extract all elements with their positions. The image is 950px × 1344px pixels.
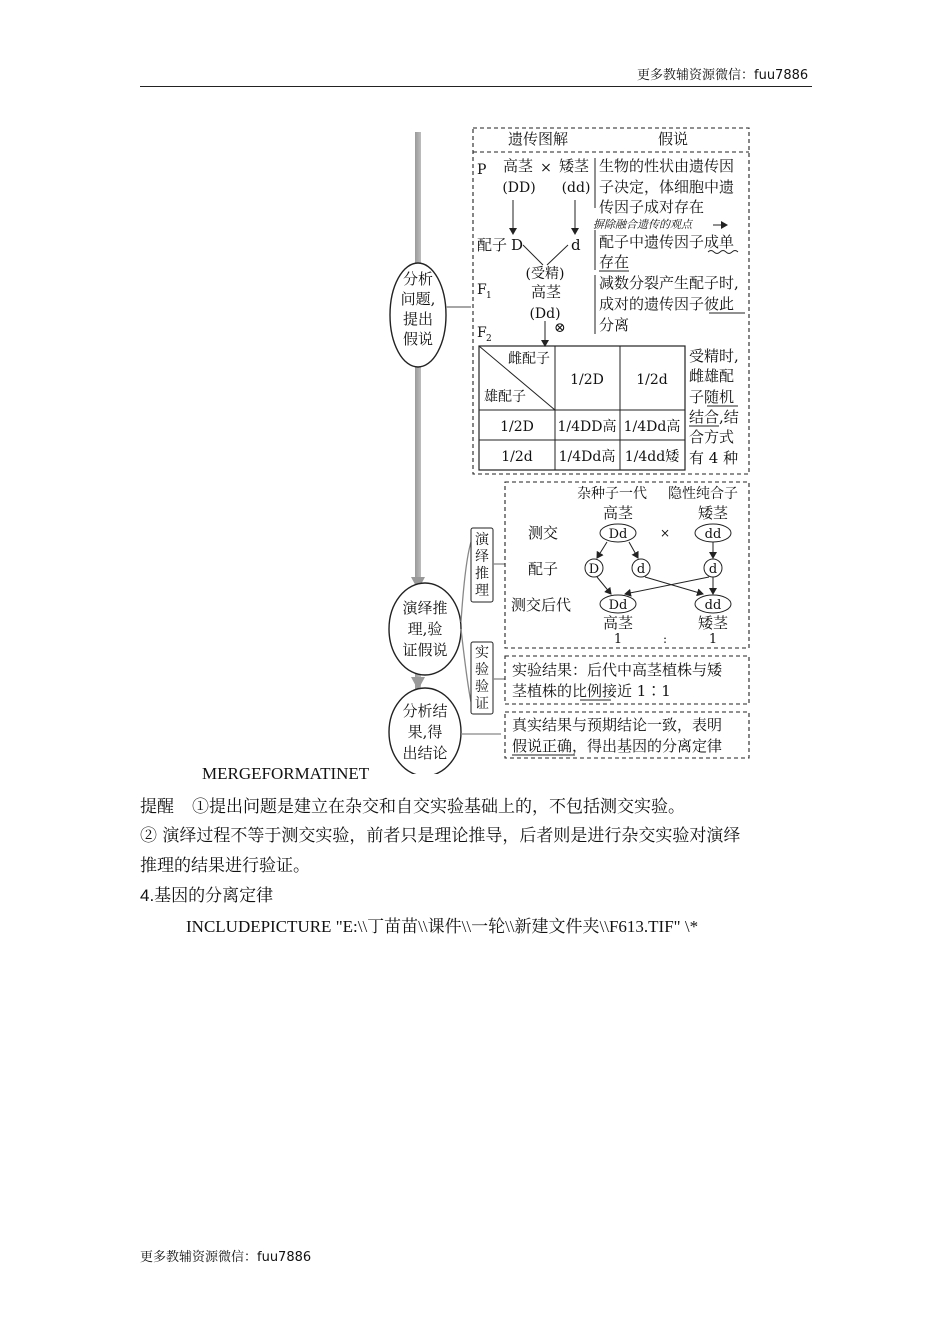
svg-text:配子: 配子 [477,236,508,254]
page-footer: 更多教辅资源微信：fuu7886 [140,1250,312,1265]
svg-text:1: 1 [708,632,718,647]
svg-text:配子中遗传因子成单: 配子中遗传因子成单 [599,233,735,251]
svg-text:真实结果与预期结论一致，表明: 真实结果与预期结论一致，表明 [512,716,723,734]
svg-text:(dd): (dd) [561,180,591,196]
svg-text:理: 理 [475,583,489,599]
svg-text:(DD): (DD) [502,180,536,196]
svg-text:测交: 测交 [528,524,559,542]
svg-text:结合,结: 结合,结 [689,408,739,426]
svg-text:成对的遗传因子彼此: 成对的遗传因子彼此 [599,295,735,313]
svg-text:d: d [708,562,718,577]
svg-text:提出: 提出 [402,310,434,328]
mergeformat-field: MERGEFORMATINET [202,764,370,783]
svg-text:高茎: 高茎 [602,504,634,522]
svg-text:子随机: 子随机 [689,388,735,406]
svg-text:D: D [588,562,600,577]
svg-text:生物的性状由遗传因: 生物的性状由遗传因 [599,157,735,175]
svg-text:受精时,: 受精时, [689,347,739,365]
svg-text:1/2D: 1/2D [570,372,604,388]
section-deduction [471,482,749,648]
svg-text:分离: 分离 [599,316,630,334]
svg-text:d: d [636,562,646,577]
page-header: 更多教辅资源微信：fuu7886 [637,68,809,83]
svg-text:1/4Dd高: 1/4Dd高 [558,449,616,465]
svg-text:子决定，体细胞中遗: 子决定，体细胞中遗 [599,178,735,196]
svg-text:分析结: 分析结 [402,702,448,720]
punnett-square [479,346,685,470]
header-rule [140,86,812,87]
svg-text:验: 验 [475,662,489,678]
svg-text:合方式: 合方式 [689,428,735,446]
svg-text:雌配子: 雌配子 [508,351,550,367]
svg-text:实: 实 [475,645,489,661]
svg-text:演: 演 [475,532,489,548]
reminder-label: 提醒 [140,797,174,816]
svg-text:(受精): (受精) [525,266,565,282]
svg-text:雌雄配: 雌雄配 [689,367,735,385]
svg-text:1/4Dd高: 1/4Dd高 [623,419,681,435]
svg-text:1/4DD高: 1/4DD高 [557,419,617,435]
svg-text:雄配子: 雄配子 [484,389,526,405]
svg-text:假说: 假说 [402,330,434,348]
svg-text:演绎推: 演绎推 [402,599,448,617]
svg-text:1: 1 [613,632,623,647]
svg-text:高茎: 高茎 [602,614,634,632]
svg-text:dd: dd [704,598,722,613]
svg-text:实验结果：后代中高茎植株与矮: 实验结果：后代中高茎植株与矮 [512,661,723,679]
svg-text:×: × [540,160,552,176]
svg-text:F: F [477,325,487,341]
svg-text:P: P [477,162,487,178]
svg-text:遗传图解: 遗传图解 [507,130,569,148]
svg-text:隐性纯合子: 隐性纯合子 [668,486,738,502]
svg-text:1: 1 [486,291,492,301]
section-heading: 4.基因的分离定律 [140,886,274,905]
svg-text:2: 2 [486,334,492,344]
svg-text::: : [662,632,668,646]
svg-text:分析: 分析 [402,270,434,288]
svg-text:矮茎: 矮茎 [697,614,729,632]
svg-text:减数分裂产生配子时,: 减数分裂产生配子时, [599,274,739,292]
svg-text:矮茎: 矮茎 [558,157,590,175]
section-verification [471,642,749,714]
svg-text:Dd: Dd [608,527,628,542]
svg-text:证: 证 [475,696,489,712]
svg-text:推: 推 [475,566,489,582]
svg-text:高茎: 高茎 [502,157,534,175]
mendel-flow-diagram [375,122,755,774]
svg-text:摒除融合遗传的观点: 摒除融合遗传的观点 [593,218,692,231]
svg-text:高茎: 高茎 [530,283,562,301]
svg-text:假说: 假说 [657,130,689,148]
svg-text:茎植株的比例接近 1∶1: 茎植株的比例接近 1∶1 [512,682,671,700]
svg-text:×: × [659,526,671,540]
svg-text:(Dd): (Dd) [529,306,561,322]
svg-text:1/2d: 1/2d [636,372,668,388]
svg-text:存在: 存在 [599,253,630,271]
svg-text:有 4 种: 有 4 种 [689,449,739,467]
svg-text:F: F [477,282,487,298]
step-oval-analyze [390,263,446,367]
svg-text:矮茎: 矮茎 [697,504,729,522]
svg-text:配子: 配子 [528,560,559,578]
section-conclusion [505,712,749,758]
svg-text:Dd: Dd [608,598,628,613]
svg-text:1/2D: 1/2D [500,419,534,435]
reminder-line-3: 推理的结果进行验证。 [140,856,310,876]
svg-text:⊗: ⊗ [554,320,566,336]
svg-text:理,验: 理,验 [407,620,443,638]
svg-text:1/4dd矮: 1/4dd矮 [624,449,680,465]
section-hypothesis [473,128,749,474]
svg-text:假说正确，得出基因的分离定律: 假说正确，得出基因的分离定律 [512,737,723,755]
svg-text:D: D [511,236,524,254]
svg-text:绎: 绎 [475,549,489,565]
reminder-line-1 [140,792,685,817]
svg-text:验: 验 [475,679,489,695]
svg-text:d: d [571,236,581,254]
svg-text:1/2d: 1/2d [501,449,533,465]
step-oval-deduce [389,583,461,675]
svg-text:杂种子一代: 杂种子一代 [577,486,647,502]
svg-text:出结论: 出结论 [402,744,448,762]
svg-text:证假说: 证假说 [402,641,448,659]
svg-text:传因子成对存在: 传因子成对存在 [599,198,705,216]
svg-text:果,得: 果,得 [407,723,443,741]
reminder-line-2: ② 演绎过程不等于测交实验，前者只是理论推导，后者则是进行杂交实验对演绎 [140,826,741,846]
includepicture-field: INCLUDEPICTURE "E:\\丁苗苗\\课件\\一轮\\新建文件夹\\F613.TIF" \* [186,917,699,936]
reminder-text-1: ①提出问题是建立在杂交和自交实验基础上的，不包括测交实验。 [192,797,685,817]
svg-text:问题,: 问题, [400,290,436,308]
svg-text:dd: dd [704,527,722,542]
svg-text:测交后代: 测交后代 [511,596,572,614]
step-oval-conclude [389,688,461,774]
